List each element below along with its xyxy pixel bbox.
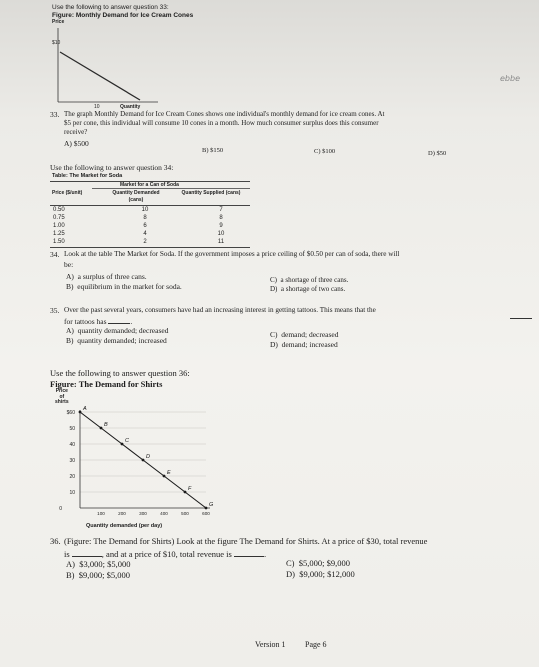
q34-line2: be: <box>64 260 74 269</box>
data-point <box>163 475 166 478</box>
table1-header-qd: Quantity Demanded (cans) <box>112 190 160 203</box>
qs-cell: 7 <box>219 207 223 213</box>
option-letter: D) <box>270 340 278 349</box>
q36-option-d[interactable] <box>286 569 355 579</box>
data-point <box>79 411 82 414</box>
option-text: $9,000; $12,000 <box>299 569 355 579</box>
option-letter: B) <box>66 570 75 580</box>
q33-option-d[interactable] <box>428 150 446 157</box>
x-tick-label: 200 <box>118 511 126 516</box>
margin-scribble: ebbe <box>500 74 520 83</box>
y-tick-label: 0 <box>59 506 62 512</box>
option-letter: B) <box>202 147 209 154</box>
price-cell: 0.75 <box>53 215 65 221</box>
qd-cell: 4 <box>143 231 147 237</box>
q34-option-d[interactable] <box>270 285 345 293</box>
soda-table <box>50 206 260 246</box>
shirt-demand-chart <box>46 404 226 526</box>
point-label: B <box>104 422 108 428</box>
q35-option-a[interactable] <box>66 326 168 335</box>
q36-line2-text: , and at a price of $10, total revenue is <box>101 549 232 559</box>
x-tick-label: 400 <box>160 511 168 516</box>
q33-line1: The graph Monthly Demand for Ice Cream Cones shows one individual's monthly demand for ice cream cones. At <box>64 110 385 118</box>
option-text: $500 <box>73 139 89 148</box>
y-tick-label: $60 <box>66 410 75 416</box>
table-row <box>50 238 260 246</box>
q36-number: 36. <box>50 536 61 546</box>
q36-blank-2[interactable] <box>234 547 267 559</box>
qd-cell: 2 <box>143 239 147 245</box>
q35-option-d[interactable] <box>270 340 338 349</box>
footer-page: Page 6 <box>305 640 327 649</box>
point-label: A <box>83 406 87 412</box>
q36-option-b[interactable] <box>66 570 130 580</box>
qd-cell: 8 <box>143 215 147 221</box>
option-text: equilibrium in the market for soda. <box>77 282 182 291</box>
q36-line1: (Figure: The Demand for Shirts) Look at the figure The Demand for Shirts. At a price of $30, total revenue <box>64 536 428 546</box>
q35-line2: for tattoos has . <box>64 317 133 326</box>
figure1-y-axis-label: Price <box>52 19 65 25</box>
q33-option-b[interactable] <box>202 147 223 154</box>
option-letter: C) <box>270 330 278 339</box>
data-point <box>184 491 187 494</box>
x-tick-label: 500 <box>181 511 189 516</box>
figure1-title: Figure: Monthly Demand for Ice Cream Cones <box>52 12 194 19</box>
option-text: a shortage of three cans. <box>280 276 349 284</box>
q35-number: 35. <box>50 306 60 315</box>
option-text: $5,000; $9,000 <box>298 558 350 568</box>
table1-title: Table: The Market for Soda <box>52 173 123 179</box>
q34-option-a[interactable] <box>66 272 147 281</box>
option-letter: D) <box>286 569 295 579</box>
option-letter: A) <box>66 272 74 281</box>
option-letter: B) <box>66 336 74 345</box>
y-axis-label-line: Price <box>55 388 68 394</box>
point-label: G <box>209 502 214 508</box>
qs-cell: 8 <box>219 215 223 221</box>
y-tick-label: 30 <box>69 458 75 464</box>
price-cell: 1.00 <box>53 223 65 229</box>
option-letter: B) <box>66 282 74 291</box>
figure2-title: Figure: The Demand for Shirts <box>50 379 163 389</box>
q34-option-c[interactable] <box>270 276 348 284</box>
option-letter: A) <box>64 139 72 148</box>
qs-cell: 10 <box>217 231 225 237</box>
ice-cream-x-tick: 10 <box>94 104 100 110</box>
table-row <box>50 222 260 230</box>
option-text: $50 <box>436 150 447 157</box>
option-letter: A) <box>66 559 75 569</box>
data-point <box>205 507 208 510</box>
soda-table-body <box>50 206 260 246</box>
intro-q34: Use the following to answer question 34: <box>50 163 174 172</box>
price-cell: 1.25 <box>53 231 65 237</box>
ice-cream-demand-line <box>60 52 140 100</box>
option-letter: D) <box>270 285 278 293</box>
y-tick-label: 20 <box>69 474 75 480</box>
option-text: $100 <box>322 148 336 155</box>
option-letter: C) <box>286 558 295 568</box>
q33-line3: receive? <box>64 128 88 136</box>
qd-cell: 10 <box>141 207 149 213</box>
y-tick-label: 10 <box>69 490 75 496</box>
point-label: C <box>125 438 129 444</box>
data-point <box>121 443 124 446</box>
option-text: a shortage of two cans. <box>280 285 346 293</box>
option-text: quantity demanded; decreased <box>77 326 169 335</box>
table1-header-qs: Quantity Supplied (cans) <box>181 190 241 196</box>
q33-line2: $5 per cone, this individual will consume 10 cones in a month. How much consumer surplus does this consumer <box>64 119 379 127</box>
q36-blank-1[interactable] <box>72 547 102 557</box>
price-cell: 1.50 <box>53 239 65 245</box>
q35-option-b[interactable] <box>66 336 167 345</box>
q34-number: 34. <box>50 250 60 259</box>
point-label: D <box>146 454 150 460</box>
q33-option-c[interactable] <box>314 148 335 155</box>
table-row <box>50 230 260 238</box>
y-tick-label: 50 <box>69 426 75 432</box>
option-text: demand; increased <box>281 340 338 349</box>
y-axis-label-line: of <box>59 393 65 400</box>
qs-cell: 9 <box>219 223 223 229</box>
table1-group-header: Market for a Can of Soda <box>120 182 179 188</box>
intro-q36: Use the following to answer question 36: <box>50 368 190 378</box>
qd-cell: 6 <box>143 223 147 229</box>
q35-option-c[interactable] <box>270 330 339 339</box>
table-row <box>50 214 260 222</box>
q36-option-a[interactable] <box>66 559 130 569</box>
table-row <box>50 206 260 214</box>
option-letter: C) <box>270 276 277 284</box>
x-tick-label: 600 <box>202 511 210 516</box>
q34-option-b[interactable] <box>66 282 182 291</box>
q36-option-c[interactable] <box>286 558 350 568</box>
q36-line2 <box>64 547 266 559</box>
footer-version: Version 1 <box>255 640 286 649</box>
data-point <box>142 459 145 462</box>
q35-line2-text: for tattoos has <box>64 317 107 326</box>
option-text: quantity demanded; increased <box>77 336 167 345</box>
option-letter: C) <box>314 148 321 155</box>
data-point <box>100 427 103 430</box>
q36-line2-text: . <box>263 549 267 559</box>
option-text: $9,000; $5,000 <box>78 570 130 580</box>
price-cell: 0.50 <box>53 207 65 213</box>
q33-number: 33. <box>50 110 60 119</box>
ice-cream-demand-graph <box>50 24 160 106</box>
option-text: $150 <box>210 147 224 154</box>
x-tick-label: 100 <box>97 511 105 516</box>
q35-blank-2[interactable] <box>108 316 130 324</box>
ice-cream-x-label: Quantity <box>120 104 141 110</box>
intro-q33: Use the following to answer question 33: <box>52 4 169 11</box>
q34-line1: Look at the table The Market for Soda. If the government imposes a price ceiling of $0.50 per can of soda, there will <box>64 250 400 258</box>
option-text: demand; decreased <box>281 330 339 339</box>
point-label: F <box>188 486 192 492</box>
option-text: $3,000; $5,000 <box>79 559 131 569</box>
table1-header-price: Price ($/unit) <box>52 190 83 196</box>
option-text: a surplus of three cans. <box>77 272 147 281</box>
ice-cream-y-tick: $10 <box>52 40 61 46</box>
y-tick-label: 40 <box>69 442 75 448</box>
table-rule-group <box>92 188 250 189</box>
figure2-x-axis-label: Quantity demanded (per day) <box>86 523 163 529</box>
x-tick-label: 300 <box>139 511 147 516</box>
qs-cell: 11 <box>217 239 225 245</box>
option-letter: A) <box>66 326 74 335</box>
option-letter: D) <box>428 150 435 157</box>
q36-line2-text: is <box>64 549 70 559</box>
y-axis-label-line: shirts <box>55 399 69 405</box>
point-label: E <box>167 470 171 476</box>
table-rule-bottom <box>50 247 250 248</box>
q35-blank-1[interactable] <box>510 306 532 324</box>
q35-line1: Over the past several years, consumers have had an increasing interest in getting tattoos. This means that the <box>64 306 376 314</box>
q33-option-a[interactable] <box>64 139 89 148</box>
